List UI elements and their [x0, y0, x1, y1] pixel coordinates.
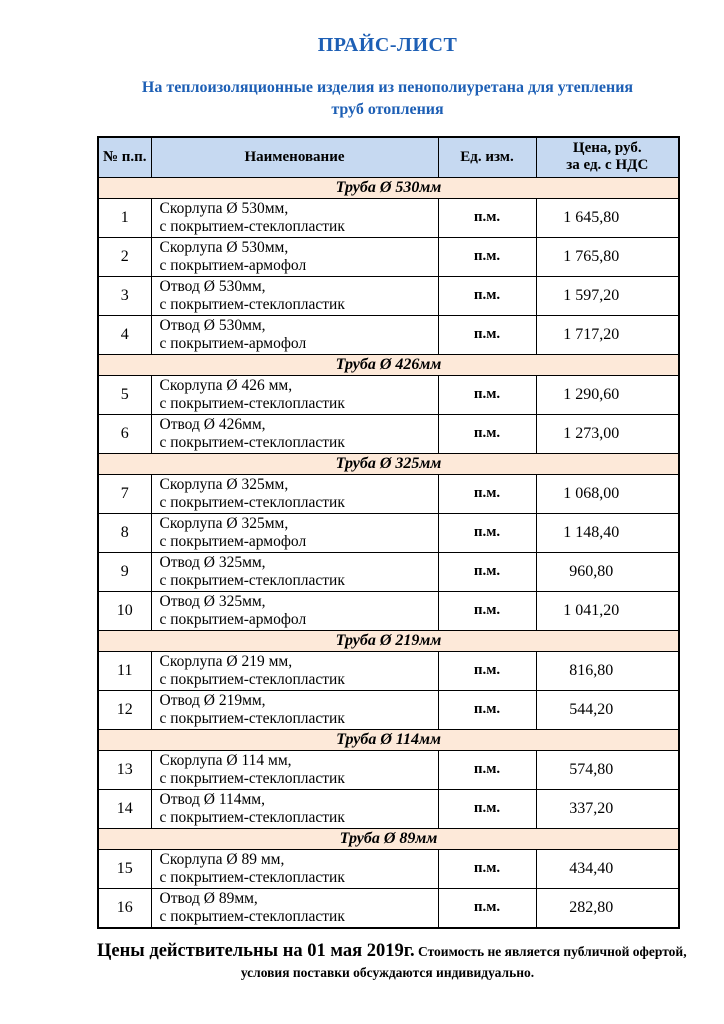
- price-cell: 574,80: [536, 750, 679, 789]
- item-name-cell: [151, 513, 438, 552]
- footer-line1: [97, 940, 687, 962]
- row-number-cell: 8: [98, 513, 151, 552]
- column-header-name: Наименование: [151, 137, 438, 177]
- table-row: [98, 375, 679, 414]
- item-name-cell: [151, 651, 438, 690]
- unit-cell: п.м.: [438, 414, 536, 453]
- price-cell: 1 645,80: [536, 198, 679, 237]
- section-row: [98, 828, 679, 849]
- page-subtitle-line1: На теплоизоляционные изделия из пенополиуретана для утепления: [141, 79, 634, 96]
- table-row: [98, 474, 679, 513]
- item-name-cell: [151, 414, 438, 453]
- item-name-line1: Скорлупа Ø 219 мм,: [159, 652, 293, 670]
- item-name-line1: Отвод Ø 530мм,: [159, 277, 266, 295]
- price-cell: 1 717,20: [536, 315, 679, 354]
- item-name-line1: Отвод Ø 325мм,: [159, 553, 266, 571]
- section-label: Труба Ø 426мм: [98, 354, 679, 375]
- item-name-cell: [151, 849, 438, 888]
- price-cell: 1 041,20: [536, 591, 679, 630]
- price-cell: 960,80: [536, 552, 679, 591]
- item-name-line1: Отвод Ø 325мм,: [159, 592, 266, 610]
- item-name-line1: Скорлупа Ø 325мм,: [159, 475, 289, 493]
- column-header-price-line2: за ед. с НДС: [566, 157, 649, 174]
- item-name-cell: [151, 888, 438, 928]
- section-label: Труба Ø 89мм: [98, 828, 679, 849]
- item-name-line2: с покрытием-стеклопластик: [159, 670, 345, 688]
- price-cell: 1 273,00: [536, 414, 679, 453]
- item-name-line1: Отвод Ø 89мм,: [159, 889, 258, 907]
- column-header-unit: Ед. изм.: [438, 137, 536, 177]
- unit-cell: п.м.: [438, 198, 536, 237]
- item-name-line1: Скорлупа Ø 530мм,: [159, 199, 289, 217]
- table-row: [98, 276, 679, 315]
- section-row: [98, 177, 679, 198]
- row-number-cell: 10: [98, 591, 151, 630]
- price-cell: 1 068,00: [536, 474, 679, 513]
- item-name-cell: [151, 237, 438, 276]
- item-name-line2: с покрытием-стеклопластик: [159, 808, 345, 826]
- page-subtitle: [97, 77, 678, 121]
- item-name-line2: с покрытием-стеклопластик: [159, 571, 345, 589]
- price-cell: 544,20: [536, 690, 679, 729]
- item-name-line1: Отвод Ø 426мм,: [159, 415, 266, 433]
- item-name-line2: с покрытием-армофол: [159, 334, 307, 352]
- item-name-cell: [151, 276, 438, 315]
- item-name-cell: [151, 552, 438, 591]
- footer: [97, 940, 687, 981]
- item-name-line1: Скорлупа Ø 114 мм,: [159, 751, 292, 769]
- item-name-line2: с покрытием-стеклопластик: [159, 493, 345, 511]
- row-number-cell: 14: [98, 789, 151, 828]
- row-number-cell: 11: [98, 651, 151, 690]
- item-name-line2: с покрытием-стеклопластик: [159, 709, 345, 727]
- prices-valid-text: Цены действительны на 01 мая 2019г.: [97, 940, 415, 961]
- unit-cell: п.м.: [438, 789, 536, 828]
- price-cell: 1 290,60: [536, 375, 679, 414]
- unit-cell: п.м.: [438, 474, 536, 513]
- item-name-cell: [151, 750, 438, 789]
- item-name-cell: [151, 690, 438, 729]
- row-number-cell: 16: [98, 888, 151, 928]
- unit-cell: п.м.: [438, 849, 536, 888]
- section-label: Труба Ø 114мм: [98, 729, 679, 750]
- item-name-line2: с покрытием-стеклопластик: [159, 868, 345, 886]
- table-row: [98, 237, 679, 276]
- price-cell: 1 765,80: [536, 237, 679, 276]
- row-number-cell: 12: [98, 690, 151, 729]
- unit-cell: п.м.: [438, 690, 536, 729]
- item-name-line2: с покрытием-стеклопластик: [159, 907, 345, 925]
- item-name-cell: [151, 198, 438, 237]
- section-row: [98, 729, 679, 750]
- item-name-line1: Отвод Ø 114мм,: [159, 790, 265, 808]
- unit-cell: п.м.: [438, 237, 536, 276]
- section-label: Труба Ø 325мм: [98, 453, 679, 474]
- unit-cell: п.м.: [438, 591, 536, 630]
- section-label: Труба Ø 530мм: [98, 177, 679, 198]
- item-name-cell: [151, 591, 438, 630]
- section-row: [98, 354, 679, 375]
- row-number-cell: 7: [98, 474, 151, 513]
- price-cell: 1 597,20: [536, 276, 679, 315]
- table-header-row: [98, 137, 679, 177]
- page-title: ПРАЙС-ЛИСТ: [317, 34, 458, 56]
- unit-cell: п.м.: [438, 750, 536, 789]
- price-cell: 816,80: [536, 651, 679, 690]
- item-name-line1: Скорлупа Ø 325мм,: [159, 514, 289, 532]
- item-name-line1: Отвод Ø 219мм,: [159, 691, 266, 709]
- table-row: [98, 750, 679, 789]
- item-name-cell: [151, 375, 438, 414]
- item-name-line2: с покрытием-стеклопластик: [159, 433, 345, 451]
- row-number-cell: 6: [98, 414, 151, 453]
- price-cell: 1 148,40: [536, 513, 679, 552]
- unit-cell: п.м.: [438, 276, 536, 315]
- page-subtitle-line2: труб отопления: [331, 101, 444, 118]
- row-number-cell: 9: [98, 552, 151, 591]
- item-name-line2: с покрытием-стеклопластик: [159, 217, 345, 235]
- row-number-cell: 4: [98, 315, 151, 354]
- item-name-line1: Отвод Ø 530мм,: [159, 316, 266, 334]
- table-row: [98, 315, 679, 354]
- price-cell: 434,40: [536, 849, 679, 888]
- row-number-cell: 13: [98, 750, 151, 789]
- table-row: [98, 849, 679, 888]
- item-name-line2: с покрытием-стеклопластик: [159, 295, 345, 313]
- item-name-cell: [151, 789, 438, 828]
- column-header-price-line1: Цена, руб.: [572, 140, 642, 157]
- item-name-line2: с покрытием-стеклопластик: [159, 394, 345, 412]
- table-row: [98, 414, 679, 453]
- row-number-cell: 5: [98, 375, 151, 414]
- item-name-line2: с покрытием-стеклопластик: [159, 769, 345, 787]
- column-header-num: № п.п.: [98, 137, 151, 177]
- item-name-line1: Скорлупа Ø 530мм,: [159, 238, 289, 256]
- price-cell: 337,20: [536, 789, 679, 828]
- table-row: [98, 591, 679, 630]
- unit-cell: п.м.: [438, 513, 536, 552]
- section-row: [98, 453, 679, 474]
- item-name-line2: с покрытием-армофол: [159, 532, 307, 550]
- price-cell: 282,80: [536, 888, 679, 928]
- item-name-line2: с покрытием-армофол: [159, 610, 307, 628]
- item-name-line2: с покрытием-армофол: [159, 256, 307, 274]
- section-row: [98, 630, 679, 651]
- item-name-line1: Скорлупа Ø 426 мм,: [159, 376, 293, 394]
- table-row: [98, 198, 679, 237]
- unit-cell: п.м.: [438, 375, 536, 414]
- item-name-cell: [151, 315, 438, 354]
- row-number-cell: 15: [98, 849, 151, 888]
- unit-cell: п.м.: [438, 888, 536, 928]
- section-label: Труба Ø 219мм: [98, 630, 679, 651]
- row-number-cell: 2: [98, 237, 151, 276]
- item-name-line1: Скорлупа Ø 89 мм,: [159, 850, 285, 868]
- table-row: [98, 690, 679, 729]
- unit-cell: п.м.: [438, 552, 536, 591]
- offer-note-line1: Стоимость не является публичной офертой,: [414, 943, 687, 959]
- offer-note-line2: условия поставки обсуждаются индивидуально.: [240, 964, 535, 980]
- item-name-cell: [151, 474, 438, 513]
- row-number-cell: 3: [98, 276, 151, 315]
- price-list-document: [97, 0, 687, 981]
- table-row: [98, 651, 679, 690]
- column-header-price: [536, 137, 679, 177]
- unit-cell: п.м.: [438, 651, 536, 690]
- price-table: [97, 136, 680, 929]
- unit-cell: п.м.: [438, 315, 536, 354]
- table-row: [98, 888, 679, 928]
- row-number-cell: 1: [98, 198, 151, 237]
- table-row: [98, 513, 679, 552]
- table-row: [98, 552, 679, 591]
- table-row: [98, 789, 679, 828]
